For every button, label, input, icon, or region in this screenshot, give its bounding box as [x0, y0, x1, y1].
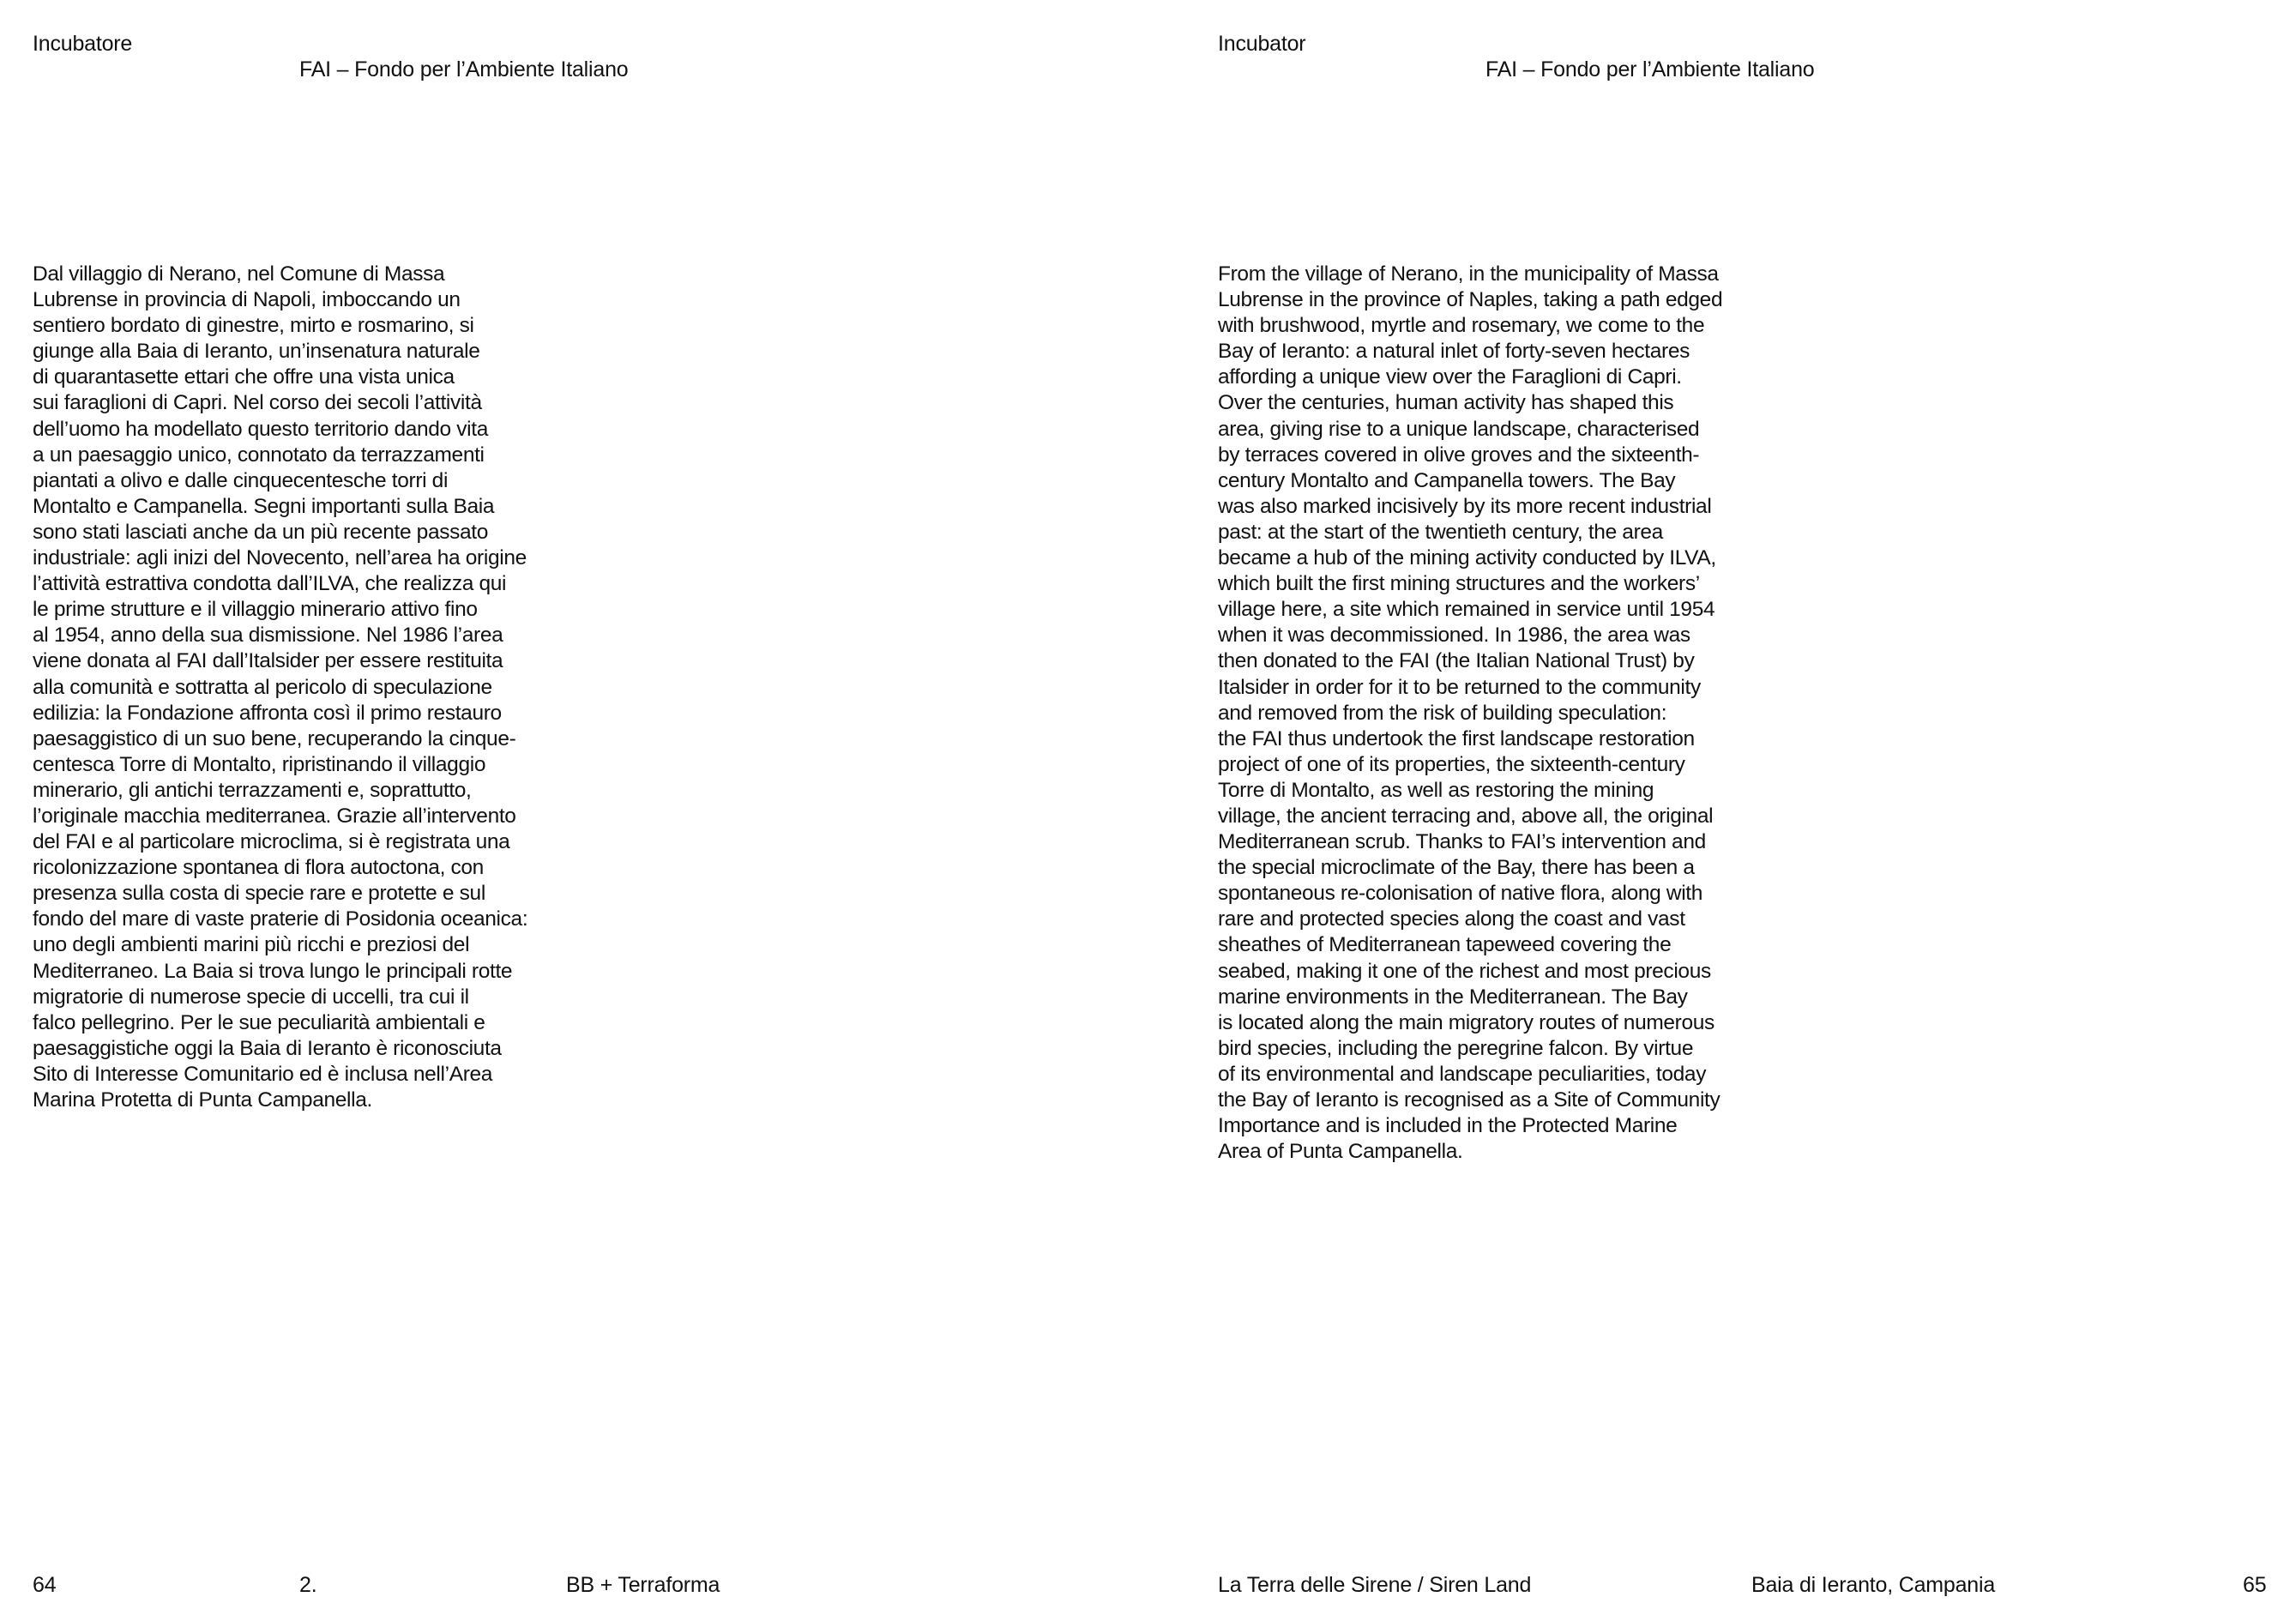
body-line: giunge alla Baia di Ieranto, un’insenatura naturale: [33, 340, 480, 364]
body-line: of its environmental and landscape peculiarities, today: [1218, 1062, 1707, 1086]
body-line: seabed, making it one of the richest and most precious: [1218, 959, 1711, 983]
body-line: viene donata al FAI dall’Italsider per essere restituita: [33, 649, 503, 673]
running-header-organization: FAI – Fondo per l’Ambiente Italiano: [299, 57, 629, 81]
body-line: piantati a olivo e dalle cinquecentesche torri di: [33, 468, 449, 492]
body-line: minerario, gli antichi terrazzamenti e, soprattutto,: [33, 778, 472, 802]
body-line: l’originale macchia mediterranea. Grazie all’intervento: [33, 804, 516, 828]
body-line: sui faraglioni di Capri. Nel corso dei secoli l’attività: [33, 391, 482, 415]
body-line: the special microclimate of the Bay, there has been a: [1218, 856, 1695, 880]
body-line: sentiero bordato di ginestre, mirto e rosmarino, si: [33, 314, 474, 338]
body-line: industriale: agli inizi del Novecento, nell’area ha origine: [33, 546, 527, 570]
body-line: di quarantasette ettari che offre una vista unica: [33, 365, 455, 389]
footer-authors: BB + Terraforma: [566, 1573, 720, 1597]
body-line: the Bay of Ieranto is recognised as a Site of Community: [1218, 1088, 1720, 1112]
body-line: paesaggistiche oggi la Baia di Ieranto è riconosciuta: [33, 1036, 502, 1060]
body-line: Bay of Ieranto: a natural inlet of forty-seven hectares: [1218, 340, 1690, 364]
body-line: sono stati lasciati anche da un più recente passato: [33, 520, 489, 544]
body-line: bird species, including the peregrine falcon. By virtue: [1218, 1036, 1694, 1060]
body-line: Sito di Interesse Comunitario ed è inclusa nell’Area: [33, 1062, 493, 1086]
body-line: al 1954, anno della sua dismissione. Nel 1986 l’area: [33, 624, 503, 648]
body-line: marine environments in the Mediterranean. The Bay: [1218, 985, 1688, 1009]
body-line: became a hub of the mining activity conducted by ILVA,: [1218, 546, 1716, 570]
body-line: which built the first mining structures and the workers’: [1218, 572, 1700, 596]
body-line: Area of Punta Campanella.: [1218, 1140, 1463, 1164]
body-line: then donated to the FAI (the Italian National Trust) by: [1218, 649, 1695, 673]
body-line: l’attività estrattiva condotta dall’ILVA, che realizza qui: [33, 572, 507, 596]
body-line: village here, a site which remained in service until 1954: [1218, 598, 1715, 622]
body-line: Montalto e Campanella. Segni importanti sulla Baia: [33, 494, 495, 518]
footer-chapter: 2.: [299, 1573, 317, 1597]
body-line: Importance and is included in the Protected Marine: [1218, 1114, 1678, 1138]
footer-location: Baia di Ieranto, Campania: [1751, 1573, 1996, 1597]
body-line: sheathes of Mediterranean tapeweed covering the: [1218, 933, 1672, 957]
body-line: spontaneous re-colonisation of native flora, along with: [1218, 882, 1703, 906]
body-line: Mediterranean scrub. Thanks to FAI’s intervention and: [1218, 830, 1706, 854]
body-line: edilizia: la Fondazione affronta così il primo restauro: [33, 701, 502, 725]
body-line: presenza sulla costa di specie rare e protette e sul: [33, 882, 485, 906]
body-line: and removed from the risk of building speculation:: [1218, 701, 1667, 725]
body-line: the FAI thus undertook the first landscape restoration: [1218, 726, 1695, 750]
body-line: falco pellegrino. Per le sue peculiarità ambientali e: [33, 1010, 485, 1034]
body-line: area, giving rise to a unique landscape, characterised: [1218, 417, 1700, 441]
body-line: paesaggistico di un suo bene, recuperando la cinque-: [33, 726, 516, 750]
body-line: Torre di Montalto, as well as restoring the mining: [1218, 778, 1654, 802]
body-line: uno degli ambienti marini più ricchi e preziosi del: [33, 933, 470, 957]
body-line: fondo del mare di vaste praterie di Posidonia oceanica:: [33, 907, 528, 931]
body-line: le prime strutture e il villaggio minerario attivo fino: [33, 598, 478, 622]
body-line: is located along the main migratory routes of numerous: [1218, 1010, 1714, 1034]
body-line: migratorie di numerose specie di uccelli, tra cui il: [33, 985, 469, 1009]
footer-project-title: La Terra delle Sirene / Siren Land: [1218, 1573, 1532, 1597]
body-line: rare and protected species along the coast and vast: [1218, 907, 1685, 931]
body-line: when it was decommissioned. In 1986, the area was: [1218, 624, 1690, 648]
body-line: Marina Protetta di Punta Campanella.: [33, 1088, 372, 1112]
body-line: Over the centuries, human activity has shaped this: [1218, 391, 1674, 415]
body-line: del FAI e al particolare microclima, si è registrata una: [33, 830, 510, 854]
body-line: centesca Torre di Montalto, ripristinando il villaggio: [33, 752, 486, 776]
body-line: by terraces covered in olive groves and the sixteenth-: [1218, 443, 1700, 467]
body-line: Dal villaggio di Nerano, nel Comune di Massa: [33, 262, 445, 286]
body-line: project of one of its properties, the sixteenth-century: [1218, 752, 1685, 776]
body-text-italian: [33, 262, 564, 1113]
body-line: was also marked incisively by its more recent industrial: [1218, 494, 1712, 518]
body-line: alla comunità e sottratta al pericolo di speculazione: [33, 675, 492, 699]
body-line: Italsider in order for it to be returned to the community: [1218, 675, 1701, 699]
page-number: 65: [2243, 1573, 2267, 1597]
body-line: From the village of Nerano, in the municipality of Massa: [1218, 262, 1719, 286]
body-line: dell’uomo ha modellato questo territorio dando vita: [33, 417, 489, 441]
body-line: village, the ancient terracing and, above all, the original: [1218, 804, 1714, 828]
page-number: 64: [33, 1573, 57, 1597]
right-page: [1148, 0, 2296, 1621]
running-header-section: Incubatore: [33, 32, 133, 56]
body-line: Mediterraneo. La Baia si trova lungo le principali rotte: [33, 959, 513, 983]
running-header-section: Incubator: [1218, 32, 1306, 56]
body-line: past: at the start of the twentieth century, the area: [1218, 520, 1663, 544]
body-line: ricolonizzazione spontanea di flora autoctona, con: [33, 856, 484, 880]
body-line: Lubrense in provincia di Napoli, imboccando un: [33, 288, 461, 312]
body-line: century Montalto and Campanella towers. The Bay: [1218, 468, 1676, 492]
body-line: with brushwood, myrtle and rosemary, we come to the: [1218, 314, 1705, 338]
running-header-organization: FAI – Fondo per l’Ambiente Italiano: [1485, 57, 1815, 81]
body-line: Lubrense in the province of Naples, taking a path edged: [1218, 288, 1723, 312]
body-line: affording a unique view over the Faraglioni di Capri.: [1218, 365, 1682, 389]
body-line: a un paesaggio unico, connotato da terrazzamenti: [33, 443, 485, 467]
body-text-english: [1218, 262, 1750, 1165]
